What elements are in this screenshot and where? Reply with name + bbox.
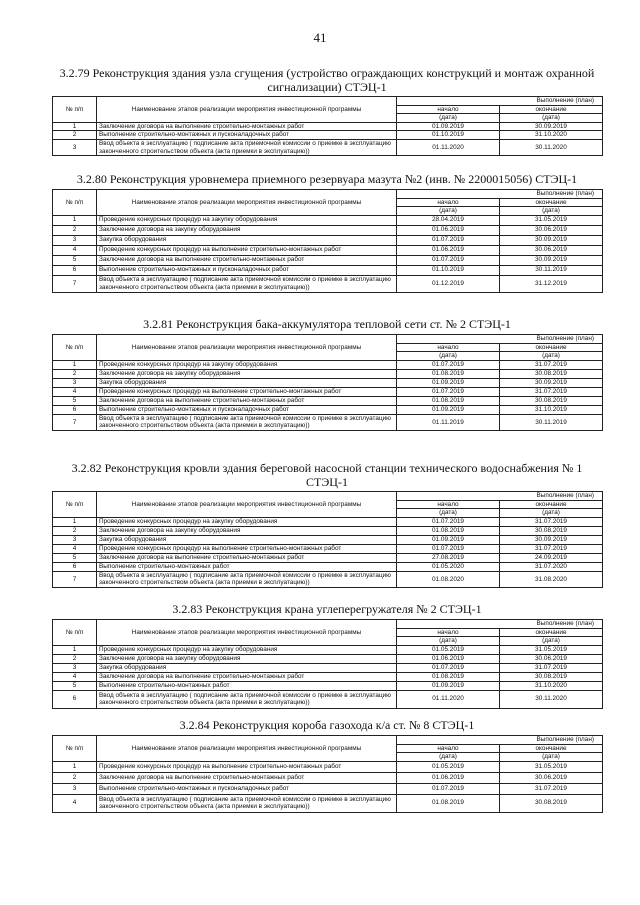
table-row — [53, 681, 603, 690]
header-num: № п/п — [53, 736, 97, 762]
header-plan: Выполнение (план) — [397, 97, 603, 106]
start-date: 01.09.2019 — [397, 535, 500, 544]
start-date: 01.07.2019 — [397, 663, 500, 672]
end-date: 30.08.2019 — [500, 526, 603, 535]
start-date: 01.11.2020 — [397, 139, 500, 155]
row-number: 7 — [53, 275, 97, 292]
stage-name: Проведение конкурсных процедур на закупку оборудования — [97, 215, 397, 225]
stage-name: Проведение конкурсных процедур на закупку оборудования — [97, 517, 397, 526]
end-date: 30.09.2019 — [500, 378, 603, 387]
start-date: 01.07.2019 — [397, 517, 500, 526]
end-date: 30.09.2019 — [500, 535, 603, 544]
row-number: 2 — [53, 526, 97, 535]
header-end-unit: (дата) — [500, 207, 603, 216]
stage-name: Выполнение строительно-монтажных и пусконаладочных работ — [97, 405, 397, 414]
row-number: 2 — [53, 369, 97, 378]
table-row — [53, 265, 603, 275]
row-number: 5 — [53, 681, 97, 690]
start-date: 01.05.2019 — [397, 761, 500, 772]
header-start-unit: (дата) — [397, 509, 500, 518]
table-row — [53, 562, 603, 571]
section-3-2-81 — [52, 317, 602, 431]
row-number: 2 — [53, 772, 97, 783]
row-number: 7 — [53, 414, 97, 430]
start-date: 01.07.2019 — [397, 544, 500, 553]
table-row — [53, 535, 603, 544]
stage-name: Выполнение строительно-монтажных и пусконаладочных работ — [97, 783, 397, 794]
table-row — [53, 553, 603, 562]
row-number: 4 — [53, 387, 97, 396]
start-date: 01.06.2019 — [397, 245, 500, 255]
header-end: окончание — [500, 105, 603, 114]
start-date: 01.09.2019 — [397, 378, 500, 387]
stage-name: Проведение конкурсных процедур на закупку оборудования — [97, 360, 397, 369]
header-end-unit: (дата) — [500, 637, 603, 646]
section-3-2-82 — [52, 461, 602, 588]
schedule-table — [52, 491, 603, 588]
start-date: 01.08.2020 — [397, 571, 500, 587]
stage-name: Закупка оборудования — [97, 235, 397, 245]
stage-name: Заключение договора на выполнение строительно-монтажных работ — [97, 553, 397, 562]
schedule-table — [52, 334, 603, 431]
row-number: 4 — [53, 672, 97, 681]
stage-name: Заключение договора на закупку оборудования — [97, 526, 397, 535]
start-date: 01.08.2019 — [397, 794, 500, 812]
table-row — [53, 772, 603, 783]
start-date: 01.08.2019 — [397, 396, 500, 405]
header-start: начало — [397, 198, 500, 207]
end-date: 31.07.2019 — [500, 387, 603, 396]
row-number: 2 — [53, 225, 97, 235]
header-end: окончание — [500, 744, 603, 753]
table-row — [53, 360, 603, 369]
page-number: 41 — [313, 30, 327, 45]
table-row — [53, 396, 603, 405]
stage-name: Ввод объекта в эксплуатацию ( подписание акта приемочной комиссии о приемке в эксплуатацию законченного строительством объекта (акта приемки в эксплуатацию)) — [97, 275, 397, 292]
stage-name: Выполнение строительно-монтажных и пусконаладочных работ — [97, 131, 397, 140]
section-title: 3.2.80 Реконструкция уровнемера приемного резервуара мазута №2 (инв. № 2200015056) СТЭЦ-1 — [76, 172, 578, 186]
start-date: 01.08.2019 — [397, 526, 500, 535]
row-number: 4 — [53, 245, 97, 255]
start-date: 01.06.2019 — [397, 772, 500, 783]
start-date: 01.07.2019 — [397, 255, 500, 265]
start-date: 01.09.2019 — [397, 681, 500, 690]
end-date: 31.10.2020 — [500, 681, 603, 690]
header-stage: Наименование этапов реализации мероприятия инвестиционной программы — [97, 492, 397, 518]
start-date: 27.08.2019 — [397, 553, 500, 562]
row-number: 2 — [53, 654, 97, 663]
header-row — [53, 620, 603, 629]
row-number: 6 — [53, 265, 97, 275]
row-number: 6 — [53, 562, 97, 571]
start-date: 01.08.2019 — [397, 369, 500, 378]
stage-name: Ввод объекта в эксплуатацию ( подписание акта приемочной комиссии о приемке в эксплуатацию законченного строительством объекта (акта приемки в эксплуатацию)) — [97, 571, 397, 587]
header-end-unit: (дата) — [500, 753, 603, 762]
table-row — [53, 369, 603, 378]
stage-name: Заключение договора на закупку оборудования — [97, 369, 397, 378]
schedule-table — [52, 96, 603, 156]
stage-name: Заключение договора на выполнение строительно-монтажных работ — [97, 122, 397, 131]
end-date: 30.08.2019 — [500, 672, 603, 681]
row-number: 3 — [53, 663, 97, 672]
start-date: 28.04.2019 — [397, 215, 500, 225]
header-stage: Наименование этапов реализации мероприятия инвестиционной программы — [97, 97, 397, 123]
section-3-2-79 — [52, 66, 602, 156]
stage-name: Проведение конкурсных процедур на выполнение строительно-монтажных работ — [97, 761, 397, 772]
table-row — [53, 654, 603, 663]
table-row — [53, 794, 603, 812]
end-date: 31.12.2019 — [500, 275, 603, 292]
stage-name: Ввод объекта в эксплуатацию ( подписание акта приемочной комиссии о приемке в эксплуатацию законченного строительством объекта (акта приемки в эксплуатацию)) — [97, 414, 397, 430]
start-date: 01.06.2019 — [397, 225, 500, 235]
end-date: 30.06.2019 — [500, 245, 603, 255]
end-date: 30.06.2019 — [500, 225, 603, 235]
start-date: 01.07.2019 — [397, 783, 500, 794]
schedule-table — [52, 619, 603, 709]
header-end: окончание — [500, 198, 603, 207]
end-date: 31.05.2019 — [500, 645, 603, 654]
header-start: начало — [397, 500, 500, 509]
header-row — [53, 97, 603, 106]
row-number: 6 — [53, 405, 97, 414]
table-row — [53, 245, 603, 255]
header-start: начало — [397, 105, 500, 114]
end-date: 31.05.2019 — [500, 215, 603, 225]
table-row — [53, 783, 603, 794]
stage-name: Заключение договора на выполнение строительно-монтажных работ — [97, 672, 397, 681]
header-start-unit: (дата) — [397, 637, 500, 646]
end-date: 31.07.2019 — [500, 517, 603, 526]
stage-name: Заключение договора на закупку оборудования — [97, 654, 397, 663]
start-date: 01.06.2019 — [397, 654, 500, 663]
header-row — [53, 736, 603, 745]
header-num: № п/п — [53, 335, 97, 361]
table-row — [53, 139, 603, 155]
table-row — [53, 672, 603, 681]
start-date: 01.05.2020 — [397, 562, 500, 571]
header-row — [53, 190, 603, 199]
header-end-unit: (дата) — [500, 352, 603, 361]
start-date: 01.12.2019 — [397, 275, 500, 292]
end-date: 30.08.2019 — [500, 396, 603, 405]
header-row — [53, 492, 603, 501]
table-row — [53, 645, 603, 654]
section-title: 3.2.81 Реконструкция бака-аккумулятора тепловой сети ст. № 2 СТЭЦ-1 — [143, 317, 511, 331]
end-date: 30.11.2020 — [500, 139, 603, 155]
stage-name: Выполнение строительно-монтажных работ — [97, 681, 397, 690]
table-row — [53, 275, 603, 292]
end-date: 31.05.2019 — [500, 761, 603, 772]
header-row — [53, 335, 603, 344]
section-title: 3.2.83 Реконструкция крана углеперегружателя № 2 СТЭЦ-1 — [172, 602, 482, 616]
header-start-unit: (дата) — [397, 207, 500, 216]
row-number: 3 — [53, 378, 97, 387]
header-plan: Выполнение (план) — [397, 620, 603, 629]
table-row — [53, 405, 603, 414]
row-number: 1 — [53, 517, 97, 526]
header-plan: Выполнение (план) — [397, 190, 603, 199]
stage-name: Проведение конкурсных процедур на закупку оборудования — [97, 645, 397, 654]
header-num: № п/п — [53, 492, 97, 518]
table-row — [53, 235, 603, 245]
table-row — [53, 255, 603, 265]
end-date: 30.11.2019 — [500, 265, 603, 275]
header-start-unit: (дата) — [397, 114, 500, 123]
row-number: 2 — [53, 131, 97, 140]
end-date: 30.09.2019 — [500, 122, 603, 131]
section-title: 3.2.84 Реконструкция короба газохода к/а ст. № 8 СТЭЦ-1 — [179, 718, 475, 732]
table-row — [53, 131, 603, 140]
table-row — [53, 225, 603, 235]
header-plan: Выполнение (план) — [397, 492, 603, 501]
row-number: 1 — [53, 645, 97, 654]
end-date: 31.10.2019 — [500, 405, 603, 414]
stage-name: Заключение договора на закупку оборудования — [97, 225, 397, 235]
header-stage: Наименование этапов реализации мероприятия инвестиционной программы — [97, 190, 397, 216]
start-date: 01.10.2019 — [397, 131, 500, 140]
table-row — [53, 663, 603, 672]
header-start-unit: (дата) — [397, 753, 500, 762]
start-date: 01.09.2019 — [397, 122, 500, 131]
row-number: 6 — [53, 690, 97, 708]
header-end: окончание — [500, 500, 603, 509]
row-number: 5 — [53, 255, 97, 265]
section-3-2-80 — [52, 172, 602, 293]
stage-name: Ввод объекта в эксплуатацию ( подписание акта приемочной комиссии о приемке в эксплуатацию законченного строительством объекта (акта приемки в эксплуатацию)) — [97, 794, 397, 812]
end-date: 24.09.2019 — [500, 553, 603, 562]
end-date: 31.07.2020 — [500, 562, 603, 571]
stage-name: Заключение договора на выполнение строительно-монтажных работ — [97, 255, 397, 265]
header-end: окончание — [500, 628, 603, 637]
end-date: 30.06.2019 — [500, 772, 603, 783]
header-end: окончание — [500, 343, 603, 352]
row-number: 1 — [53, 761, 97, 772]
stage-name: Ввод объекта в эксплуатацию ( подписание акта приемочной комиссии о приемке в эксплуатацию законченного строительством объекта (акта приемки в эксплуатацию)) — [97, 690, 397, 708]
row-number: 1 — [53, 215, 97, 225]
row-number: 1 — [53, 360, 97, 369]
table-row — [53, 544, 603, 553]
end-date: 30.09.2019 — [500, 255, 603, 265]
end-date: 31.07.2019 — [500, 663, 603, 672]
row-number: 5 — [53, 396, 97, 405]
header-start-unit: (дата) — [397, 352, 500, 361]
row-number: 3 — [53, 235, 97, 245]
stage-name: Проведение конкурсных процедур на выполнение строительно-монтажных работ — [97, 245, 397, 255]
stage-name: Заключение договора на выполнение строительно-монтажных работ — [97, 396, 397, 405]
table-row — [53, 387, 603, 396]
table-row — [53, 414, 603, 430]
header-end-unit: (дата) — [500, 114, 603, 123]
header-num: № п/п — [53, 620, 97, 646]
table-row — [53, 122, 603, 131]
end-date: 31.10.2020 — [500, 131, 603, 140]
table-row — [53, 215, 603, 225]
stage-name: Закупка оборудования — [97, 535, 397, 544]
table-row — [53, 378, 603, 387]
end-date: 31.07.2019 — [500, 360, 603, 369]
header-end-unit: (дата) — [500, 509, 603, 518]
start-date: 01.11.2019 — [397, 414, 500, 430]
row-number: 4 — [53, 544, 97, 553]
header-num: № п/п — [53, 97, 97, 123]
section-title: 3.2.82 Реконструкция кровли здания береговой насосной станции технического водоснабжения № 1 СТЭЦ-1 — [71, 461, 583, 489]
header-start: начало — [397, 343, 500, 352]
header-stage: Наименование этапов реализации мероприятия инвестиционной программы — [97, 736, 397, 762]
table-row — [53, 526, 603, 535]
end-date: 31.07.2019 — [500, 544, 603, 553]
header-start: начало — [397, 744, 500, 753]
end-date: 30.08.2019 — [500, 369, 603, 378]
stage-name: Выполнение строительно-монтажных работ — [97, 562, 397, 571]
table-row — [53, 761, 603, 772]
header-stage: Наименование этапов реализации мероприятия инвестиционной программы — [97, 620, 397, 646]
header-num: № п/п — [53, 190, 97, 216]
section-3-2-83 — [52, 602, 602, 709]
end-date: 30.11.2019 — [500, 414, 603, 430]
schedule-table — [52, 189, 603, 293]
start-date: 01.08.2019 — [397, 672, 500, 681]
stage-name: Закупка оборудования — [97, 663, 397, 672]
start-date: 01.11.2020 — [397, 690, 500, 708]
row-number: 1 — [53, 122, 97, 131]
start-date: 01.07.2019 — [397, 235, 500, 245]
start-date: 01.10.2019 — [397, 265, 500, 275]
row-number: 3 — [53, 535, 97, 544]
end-date: 30.08.2019 — [500, 794, 603, 812]
row-number: 3 — [53, 139, 97, 155]
start-date: 01.05.2019 — [397, 645, 500, 654]
header-plan: Выполнение (план) — [397, 736, 603, 745]
stage-name: Заключение договора на выполнение строительно-монтажных работ — [97, 772, 397, 783]
end-date: 30.09.2019 — [500, 235, 603, 245]
stage-name: Закупка оборудования — [97, 378, 397, 387]
section-title: 3.2.79 Реконструкция здания узла сгущения (устройство ограждающих конструкций и монтаж охранной сигнализации) СТЭЦ-1 — [59, 66, 595, 94]
section-3-2-84 — [52, 718, 602, 813]
end-date: 31.07.2019 — [500, 783, 603, 794]
start-date: 01.07.2019 — [397, 387, 500, 396]
header-plan: Выполнение (план) — [397, 335, 603, 344]
row-number: 4 — [53, 794, 97, 812]
start-date: 01.09.2019 — [397, 405, 500, 414]
row-number: 7 — [53, 571, 97, 587]
end-date: 30.06.2019 — [500, 654, 603, 663]
stage-name: Проведение конкурсных процедур на выполнение строительно-монтажных работ — [97, 544, 397, 553]
row-number: 5 — [53, 553, 97, 562]
header-stage: Наименование этапов реализации мероприятия инвестиционной программы — [97, 335, 397, 361]
start-date: 01.07.2019 — [397, 360, 500, 369]
table-row — [53, 517, 603, 526]
stage-name: Ввод объекта в эксплуатацию ( подписание акта приемочной комиссии о приемке в эксплуатацию законченного строительством объекта (акта приемки в эксплуатацию)) — [97, 139, 397, 155]
table-row — [53, 690, 603, 708]
stage-name: Выполнение строительно-монтажных и пусконаладочных работ — [97, 265, 397, 275]
end-date: 30.11.2020 — [500, 690, 603, 708]
header-start: начало — [397, 628, 500, 637]
schedule-table — [52, 735, 603, 813]
stage-name: Проведение конкурсных процедур на выполнение строительно-монтажных работ — [97, 387, 397, 396]
table-row — [53, 571, 603, 587]
end-date: 31.08.2020 — [500, 571, 603, 587]
row-number: 3 — [53, 783, 97, 794]
